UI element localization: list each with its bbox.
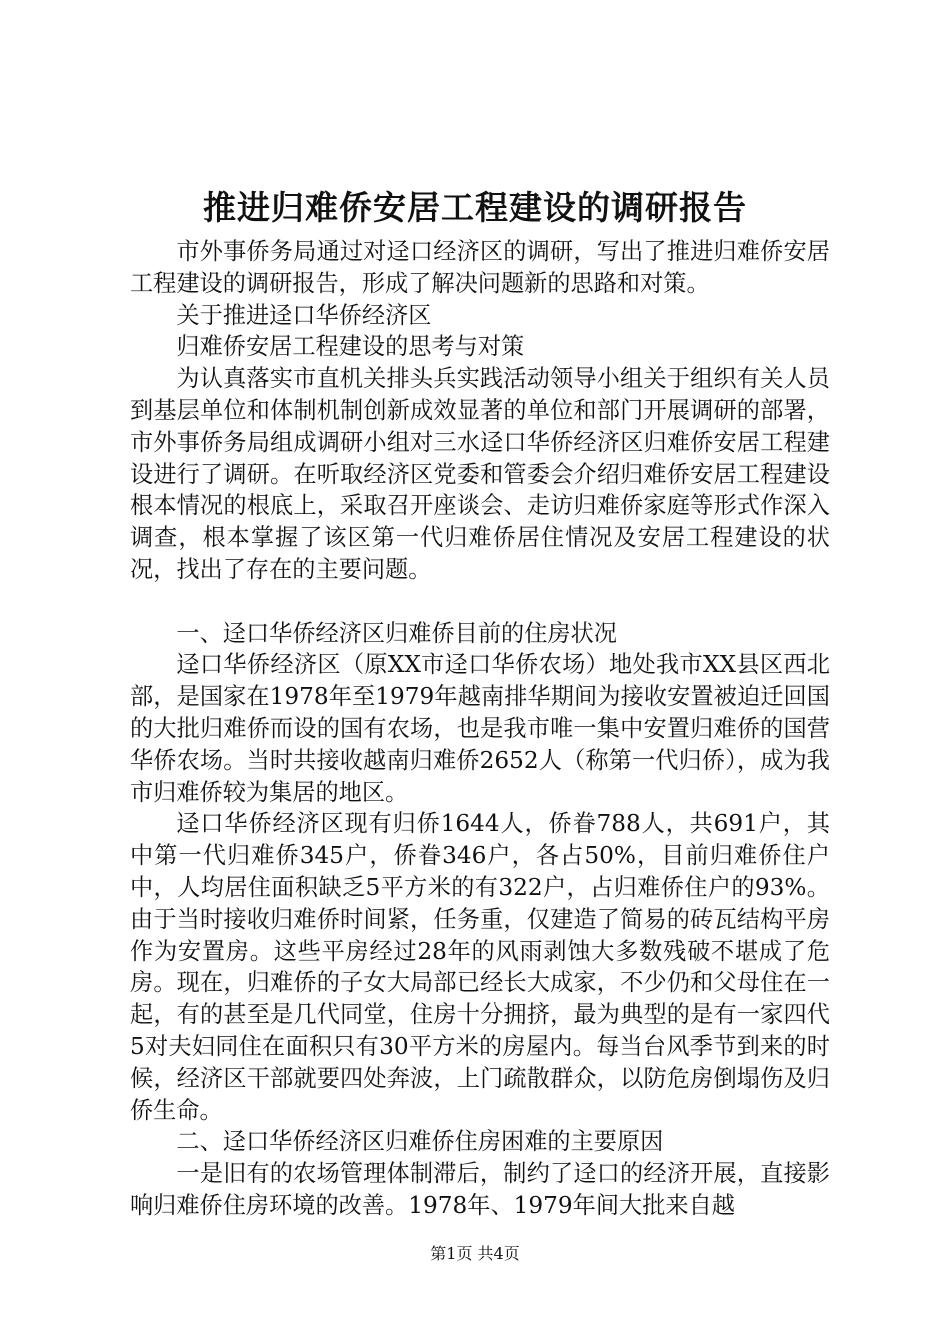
- housing-status-paragraph: 迳口华侨经济区现有归侨1644人，侨眷788人，共691户，其中第一代归难侨345户，侨眷346户，各占50%，目前归难侨住户中，人均居住面积缺乏5平方米的有322户，占归难侨住户的93%。由于当时接收归难侨时间紧，任务重，仅建造了简易的砖瓦结构平房作为安置房。这些平房经过28年的风雨剥蚀大多数残破不堪成了危房。现在，归难侨的子女大局部已经长大成家，不少仍和父母住在一起，有的甚至是几代同堂，住房十分拥挤，最为典型的是有一家四代5对夫妇同住在面积只有30平方米的房屋内。每当台风季节到来的时候，经济区干部就要四处奔波，上门疏散群众，以防危房倒塌伤及归侨生命。: [130, 810, 830, 1124]
- intro-paragraph: 市外事侨务局通过对迳口经济区的调研，写出了推进归难侨安居工程建设的调研报告，形成了解决问题新的思路和对策。: [130, 238, 830, 297]
- background-paragraph: 为认真落实市直机关排头兵实践活动领导小组关于组织有关人员到基层单位和体制机制创新成效显著的单位和部门开展调研的部署，市外事侨务局组成调研小组对三水迳口华侨经济区归难侨安居工程建设进行了调研。在听取经济区党委和管委会介绍归难侨安居工程建设根本情况的根底上，采取召开座谈会、走访归难侨家庭等形式作深入调查，根本掌握了该区第一代归难侨居住情况及安居工程建设的状况，找出了存在的主要问题。: [130, 365, 830, 583]
- paragraph-spacer: [130, 586, 830, 618]
- history-paragraph: 迳口华侨经济区（原XX市迳口华侨农场）地处我市XX县区西北部，是国家在1978年至1979年越南排华期间为接收安置被迫迁回国的大批归难侨而设的国有农场，也是我市唯一集中安置归难侨的国营华侨农场。当时共接收越南归难侨2652人（称第一代归侨），成为我市归难侨较为集居的地区。: [130, 651, 830, 806]
- section-heading-1: 一、迳口华侨经济区归难侨目前的住房状况: [176, 619, 617, 647]
- cause-paragraph: 一是旧有的农场管理体制滞后，制约了迳口的经济开展，直接影响归难侨住房环境的改善。1978年、1979年间大批来自越: [130, 1160, 830, 1219]
- subtitle-line-2: 归难侨安居工程建设的思考与对策: [176, 333, 525, 361]
- page-number: 第1页 共4页: [430, 1244, 520, 1263]
- document-body: [130, 236, 830, 1222]
- section-heading-2: 二、迳口华侨经济区归难侨住房困难的主要原因: [176, 1128, 664, 1156]
- subtitle-line-1: 关于推进迳口华侨经济区: [176, 301, 432, 329]
- document-title: 推进归难侨安居工程建设的调研报告: [203, 188, 747, 227]
